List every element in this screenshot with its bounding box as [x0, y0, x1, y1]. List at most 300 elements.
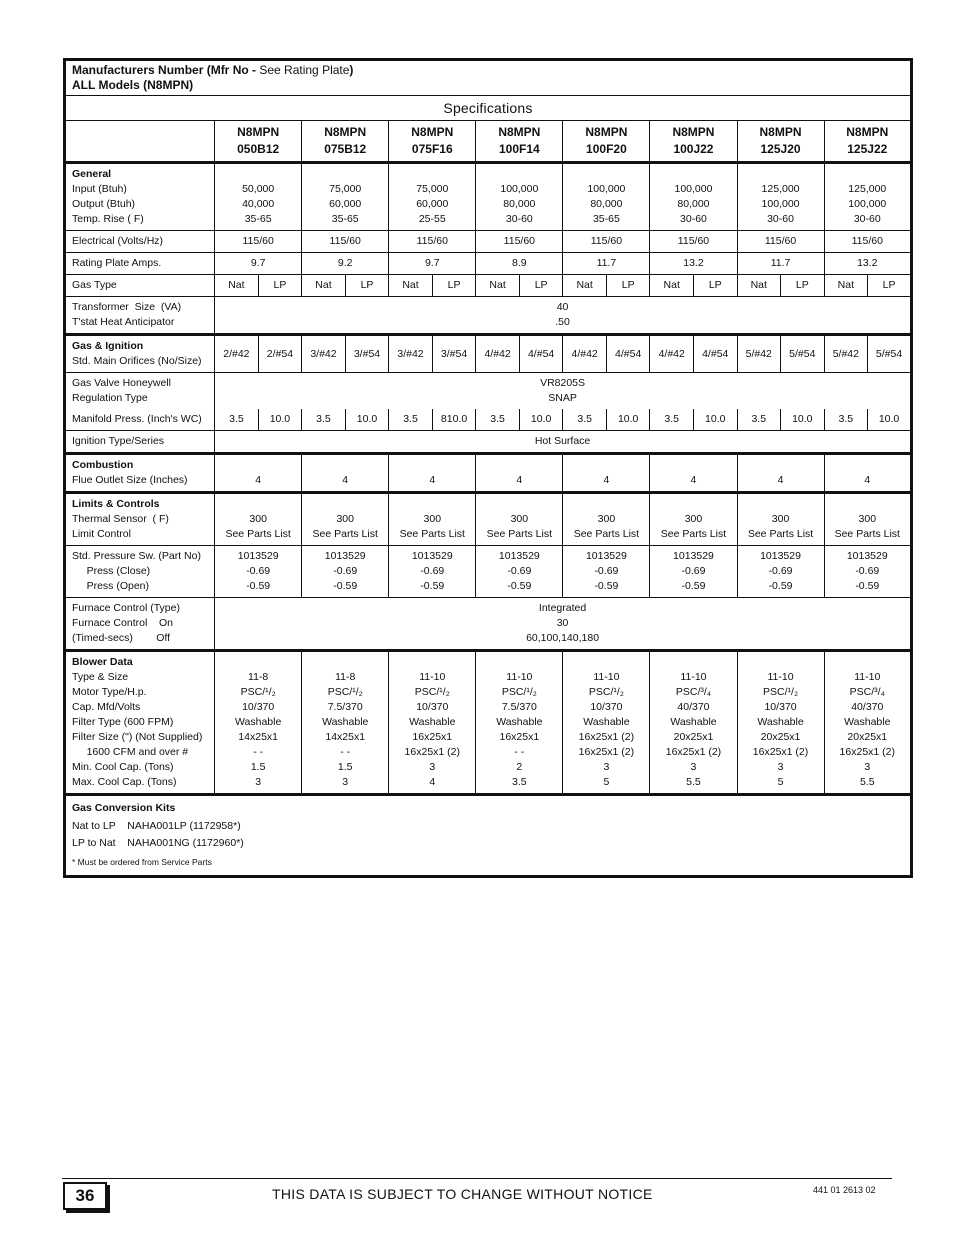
value-line: 80,000 — [503, 198, 536, 210]
spanning-value-cell — [215, 431, 912, 454]
value-line — [302, 497, 388, 512]
row-label-line: Filter Type (600 FPM) — [72, 716, 174, 728]
value-cell — [824, 163, 911, 231]
value-line: -0.59 — [594, 580, 619, 592]
value-line: 1013529 — [411, 550, 453, 562]
value-cell: 10.0 — [258, 409, 302, 431]
value-cell — [650, 231, 737, 253]
model-code: 125J22 — [847, 142, 888, 156]
value-line: PSC/¹/₂ — [327, 686, 363, 698]
value-line: 8.9 — [512, 257, 527, 269]
row-label-line: Min. Cool Cap. (Tons) — [72, 761, 174, 773]
value-line: 11-10 — [680, 671, 707, 683]
value-cell — [476, 231, 563, 253]
value-cell — [389, 546, 476, 598]
value-cell: 3.5 — [563, 409, 607, 431]
row-label-line: Limit Control — [72, 528, 131, 540]
value-cell: 3.5 — [737, 409, 781, 431]
value-cell — [563, 163, 650, 231]
value-cell: 4/#42 — [563, 335, 607, 373]
value-line: 3 — [690, 761, 697, 773]
value-cell — [476, 493, 563, 546]
value-line: 100,000 — [848, 198, 887, 210]
value-line: 35-65 — [331, 213, 359, 225]
value-line — [389, 655, 475, 670]
spec-row — [65, 546, 912, 598]
row-label-line: Manifold Press. (Inch's WC) — [72, 413, 202, 425]
model-code: 075F16 — [411, 142, 453, 156]
value-line: See Parts List — [834, 528, 900, 540]
model-code: 075B12 — [324, 142, 367, 156]
value-line: 5 — [777, 776, 784, 788]
value-line: See Parts List — [486, 528, 553, 540]
value-cell: 4/#54 — [519, 335, 563, 373]
row-label-line: Regulation Type — [72, 392, 148, 404]
value-line: 13.2 — [857, 257, 878, 269]
value-cell: 5/#42 — [737, 335, 781, 373]
row-label-line: Motor Type/H.p. — [72, 686, 147, 698]
row-label-line: Flue Outlet Size (Inches) — [72, 474, 188, 486]
value-cell — [824, 454, 911, 493]
model-code: 100J22 — [673, 142, 714, 156]
mfr-number-line — [72, 63, 904, 78]
value-cell — [737, 546, 824, 598]
model-code: 125J20 — [760, 142, 801, 156]
value-line: 7.5/370 — [501, 701, 537, 713]
value-line: 9.7 — [250, 257, 266, 269]
value-cell — [389, 231, 476, 253]
value-line: -0.59 — [768, 580, 793, 592]
value-line — [476, 655, 562, 670]
value-cell — [215, 163, 302, 231]
row-label-line: Furnace Control (Type) — [72, 602, 180, 614]
row-label-line: Gas Valve Honeywell — [72, 377, 172, 389]
value-line: 300 — [510, 513, 529, 525]
value-line: See Parts List — [399, 528, 465, 540]
value-line: See Parts List — [573, 528, 640, 540]
value-line: 3 — [864, 761, 871, 773]
value-cell: 10.0 — [606, 409, 650, 431]
value-line — [302, 167, 388, 182]
value-line: -0.69 — [768, 565, 793, 577]
value-line: 1.5 — [337, 761, 353, 773]
value-line: 1013529 — [585, 550, 627, 562]
value-line: 115/60 — [677, 235, 710, 247]
value-cell: 3/#54 — [345, 335, 389, 373]
value-line: 4 — [516, 474, 523, 486]
conversion-kits-cell — [65, 795, 912, 877]
value-line: -0.59 — [420, 580, 445, 592]
value-line: 11-10 — [854, 671, 881, 683]
value-line: 50,000 — [242, 183, 275, 195]
value-line: 300 — [336, 513, 354, 525]
model-header — [389, 121, 476, 163]
value-line — [738, 458, 824, 473]
kits-title: Gas Conversion Kits — [72, 802, 176, 814]
value-cell — [563, 253, 650, 275]
specifications-title: Specifications — [65, 96, 912, 121]
value-line: 115/60 — [590, 235, 623, 247]
value-cell: Nat — [737, 275, 781, 297]
value-line: 16x25x1 (2) — [665, 746, 722, 758]
value-cell: Nat — [215, 275, 259, 297]
model-header-row — [65, 121, 912, 163]
spec-row — [65, 431, 912, 454]
kit-line: LP to Nat NAHA001NG (1172960*) — [72, 837, 244, 849]
value-cell: Nat — [824, 275, 868, 297]
value-cell — [476, 253, 563, 275]
value-cell — [824, 253, 911, 275]
page-number: 36 — [63, 1182, 107, 1210]
value-cell — [389, 163, 476, 231]
value-line: -0.69 — [420, 565, 445, 577]
header-row — [65, 60, 912, 96]
value-line: 10/370 — [764, 701, 797, 713]
row-label — [65, 275, 215, 297]
mfr-label: Manufacturers Number (Mfr No - — [72, 63, 260, 77]
value-line — [825, 167, 910, 182]
value-line: -0.69 — [333, 565, 358, 577]
value-cell — [563, 493, 650, 546]
value-cell: LP — [781, 275, 825, 297]
value-line — [825, 655, 910, 670]
value-line: 35-65 — [244, 213, 272, 225]
kit-line: Nat to LP NAHA001LP (1172958*) — [72, 820, 241, 832]
value-line: 4 — [777, 474, 784, 486]
value-cell — [650, 454, 737, 493]
value-line: 14x25x1 — [325, 731, 366, 743]
value-line — [215, 655, 301, 670]
model-header — [215, 121, 302, 163]
value-line: 300 — [684, 513, 703, 525]
row-label-line: Cap. Mfd/Volts — [72, 701, 141, 713]
spec-row — [65, 231, 912, 253]
row-label — [65, 431, 215, 454]
value-line — [650, 655, 736, 670]
section-heading: Blower Data — [72, 656, 133, 668]
value-cell: LP — [519, 275, 563, 297]
value-line: 60,000 — [329, 198, 362, 210]
value-cell: 10.0 — [868, 409, 912, 431]
value-line: Washable — [322, 716, 369, 728]
value-line — [563, 167, 649, 182]
value-cell: 10.0 — [781, 409, 825, 431]
value-line: 16x25x1 (2) — [578, 746, 635, 758]
section-heading: General — [72, 168, 112, 180]
model-series: N8MPN — [672, 125, 715, 139]
spec-row — [65, 275, 912, 297]
value-line — [650, 497, 736, 512]
value-line: 300 — [423, 513, 442, 525]
value-line — [825, 497, 910, 512]
value-cell: 4/#42 — [476, 335, 520, 373]
value-line: 115/60 — [503, 235, 536, 247]
value-line: PSC/¹/₂ — [501, 686, 537, 698]
value-line: 1013529 — [237, 550, 279, 562]
model-series: N8MPN — [759, 125, 802, 139]
value-cell — [302, 454, 389, 493]
value-line: 300 — [597, 513, 616, 525]
value-line: 35-65 — [592, 213, 620, 225]
value-line — [563, 655, 649, 670]
value-cell: 3.5 — [824, 409, 868, 431]
value-line: 3.5 — [512, 776, 527, 788]
value-line: 40,000 — [242, 198, 275, 210]
value-cell — [389, 651, 476, 795]
value-line: 4 — [603, 474, 610, 486]
value-cell — [563, 546, 650, 598]
value-cell — [650, 253, 737, 275]
value-cell — [476, 546, 563, 598]
value-line: 11-10 — [419, 671, 446, 683]
value-cell: 3.5 — [476, 409, 520, 431]
value-cell: 2/#42 — [215, 335, 259, 373]
row-label — [65, 598, 215, 651]
value-line: 40 — [556, 301, 569, 313]
value-cell: Nat — [563, 275, 607, 297]
kits-footnote: * Must be ordered from Service Parts — [72, 857, 212, 867]
value-line — [563, 497, 649, 512]
row-label — [65, 454, 215, 493]
value-line: 1013529 — [498, 550, 540, 562]
row-label-line: Std. Pressure Sw. (Part No) — [72, 550, 201, 562]
row-label-line: Max. Cool Cap. (Tons) — [72, 776, 177, 788]
row-label-line: Input (Btuh) — [72, 183, 127, 195]
value-cell: 3/#54 — [432, 335, 476, 373]
value-line: 115/60 — [851, 235, 883, 247]
change-notice: THIS DATA IS SUBJECT TO CHANGE WITHOUT NOTICE — [272, 1186, 653, 1202]
row-label — [65, 253, 215, 275]
value-line: 20x25x1 — [760, 731, 801, 743]
value-line: 25-55 — [418, 213, 446, 225]
spec-row — [65, 253, 912, 275]
value-cell: 4/#54 — [606, 335, 650, 373]
value-line: 30-60 — [853, 213, 881, 225]
value-line: 11-8 — [335, 671, 356, 683]
value-cell — [824, 651, 911, 795]
value-line — [302, 458, 388, 473]
value-cell — [650, 163, 737, 231]
row-label-line: Electrical (Volts/Hz) — [72, 235, 164, 247]
value-cell — [737, 493, 824, 546]
value-cell — [563, 231, 650, 253]
value-line: 100,000 — [674, 183, 713, 195]
value-line: 300 — [771, 513, 790, 525]
value-cell — [215, 493, 302, 546]
value-line: 30-60 — [680, 213, 707, 225]
value-line — [650, 458, 736, 473]
row-label — [65, 297, 215, 335]
value-cell: 810.0 — [432, 409, 476, 431]
value-line: Hot Surface — [534, 435, 591, 447]
value-line: 16x25x1 (2) — [752, 746, 809, 758]
value-line — [738, 497, 824, 512]
row-label-line: Rating Plate Amps. — [72, 257, 162, 269]
title-row — [65, 96, 912, 121]
value-cell — [302, 651, 389, 795]
value-line: 16x25x1 — [499, 731, 540, 743]
model-header — [824, 121, 911, 163]
value-line: 14x25x1 — [238, 731, 278, 743]
value-line: 125,000 — [848, 183, 887, 195]
value-line: PSC/³/₄ — [849, 686, 885, 698]
value-line — [476, 458, 562, 473]
value-cell: 10.0 — [345, 409, 389, 431]
specifications-table — [63, 58, 913, 878]
value-line: VR8205S — [540, 377, 586, 389]
model-series: N8MPN — [498, 125, 541, 139]
value-cell — [215, 651, 302, 795]
value-cell: Nat — [389, 275, 433, 297]
value-line: 4 — [864, 474, 871, 486]
value-line: - - — [514, 746, 525, 758]
value-line: 5 — [603, 776, 610, 788]
value-line: 30-60 — [767, 213, 794, 225]
value-line: 80,000 — [677, 198, 710, 210]
value-line: Washable — [844, 716, 891, 728]
value-cell — [563, 651, 650, 795]
row-label — [65, 163, 215, 231]
value-line: Washable — [409, 716, 456, 728]
value-line: 115/60 — [329, 235, 361, 247]
value-line: 100,000 — [500, 183, 539, 195]
value-line: 11-10 — [593, 671, 620, 683]
section-heading: Combustion — [72, 459, 134, 471]
value-cell — [476, 454, 563, 493]
value-line: 300 — [858, 513, 877, 525]
value-cell: Nat — [302, 275, 346, 297]
value-line: 3 — [342, 776, 349, 788]
value-line: PSC/¹/₂ — [588, 686, 624, 698]
row-label-line: Press (Open) — [72, 580, 150, 592]
value-cell — [389, 253, 476, 275]
value-line: 75,000 — [329, 183, 362, 195]
value-cell: LP — [345, 275, 389, 297]
value-line: 60,000 — [416, 198, 449, 210]
spec-row — [65, 454, 912, 493]
value-cell — [302, 163, 389, 231]
value-line: .50 — [555, 316, 570, 328]
value-line: 1013529 — [673, 550, 714, 562]
value-line: 20x25x1 — [847, 731, 888, 743]
value-cell — [215, 454, 302, 493]
value-cell: 3.5 — [650, 409, 694, 431]
value-cell — [215, 546, 302, 598]
spec-row — [65, 598, 912, 651]
spec-row — [65, 163, 912, 231]
value-line: See Parts List — [225, 528, 291, 540]
all-models-line: ALL Models (N8MPN) — [72, 78, 194, 92]
value-line — [215, 497, 301, 512]
model-series: N8MPN — [846, 125, 889, 139]
value-cell: 5/#54 — [868, 335, 912, 373]
row-label-line: Furnace Control On — [72, 617, 173, 629]
value-line — [738, 167, 824, 182]
value-line — [389, 497, 475, 512]
row-label — [65, 546, 215, 598]
value-line: PSC/¹/₂ — [414, 686, 450, 698]
value-cell — [824, 231, 911, 253]
spec-row — [65, 493, 912, 546]
value-line: 40/370 — [677, 701, 710, 713]
value-line: -0.59 — [246, 580, 271, 592]
value-cell — [563, 454, 650, 493]
value-line — [476, 497, 562, 512]
value-line: 4 — [255, 474, 262, 486]
value-cell — [476, 163, 563, 231]
value-line: 7.5/370 — [327, 701, 363, 713]
model-series: N8MPN — [585, 125, 628, 139]
value-line: 4 — [429, 474, 436, 486]
value-line: 11-10 — [767, 671, 794, 683]
model-series: N8MPN — [237, 125, 280, 139]
value-line: 13.2 — [683, 257, 704, 269]
value-line: 11-10 — [506, 671, 533, 683]
value-line: See Parts List — [747, 528, 814, 540]
spec-row — [65, 409, 912, 431]
spanning-value-cell — [215, 373, 912, 410]
value-line: 11.7 — [596, 257, 617, 269]
value-cell: 4/#42 — [650, 335, 694, 373]
value-cell: 3.5 — [302, 409, 346, 431]
value-line: Washable — [583, 716, 630, 728]
value-line: 30 — [556, 617, 569, 629]
value-line: 16x25x1 (2) — [404, 746, 460, 758]
value-line: 1.5 — [250, 761, 266, 773]
spec-row — [65, 373, 912, 410]
value-line: 3 — [429, 761, 436, 773]
value-line — [738, 655, 824, 670]
spec-row — [65, 335, 912, 373]
value-cell — [824, 493, 911, 546]
value-cell — [650, 493, 737, 546]
value-line: PSC/³/₄ — [675, 686, 712, 698]
row-label-line: Transformer Size (VA) — [72, 301, 182, 313]
row-label — [65, 409, 215, 431]
value-line: 10/370 — [242, 701, 275, 713]
value-line: 2 — [516, 761, 523, 773]
mfr-close: ) — [349, 63, 354, 77]
value-cell: Nat — [476, 275, 520, 297]
value-line: 11.7 — [770, 257, 791, 269]
value-line: -0.69 — [594, 565, 619, 577]
spec-row — [65, 297, 912, 335]
value-line: - - — [253, 746, 264, 758]
value-cell: Nat — [650, 275, 694, 297]
value-line: 300 — [249, 513, 267, 525]
model-header — [476, 121, 563, 163]
value-cell — [737, 231, 824, 253]
value-line — [563, 458, 649, 473]
value-line: 1013529 — [324, 550, 366, 562]
value-cell — [215, 231, 302, 253]
value-line: -0.69 — [855, 565, 880, 577]
value-line: -0.69 — [246, 565, 271, 577]
value-line: 16x25x1 (2) — [578, 731, 635, 743]
spanning-value-cell — [215, 598, 912, 651]
value-line: PSC/¹/₂ — [240, 686, 276, 698]
value-line: 5.5 — [859, 776, 875, 788]
value-line: 9.7 — [424, 257, 440, 269]
value-line: 3 — [603, 761, 610, 773]
model-header — [737, 121, 824, 163]
value-line: 16x25x1 — [412, 731, 453, 743]
row-label-line: Filter Size (") (Not Supplied) — [72, 731, 203, 743]
footer-rule — [62, 1178, 892, 1179]
value-line: 115/60 — [416, 235, 448, 247]
value-line: 115/60 — [764, 235, 797, 247]
value-line: 30-60 — [505, 213, 533, 225]
